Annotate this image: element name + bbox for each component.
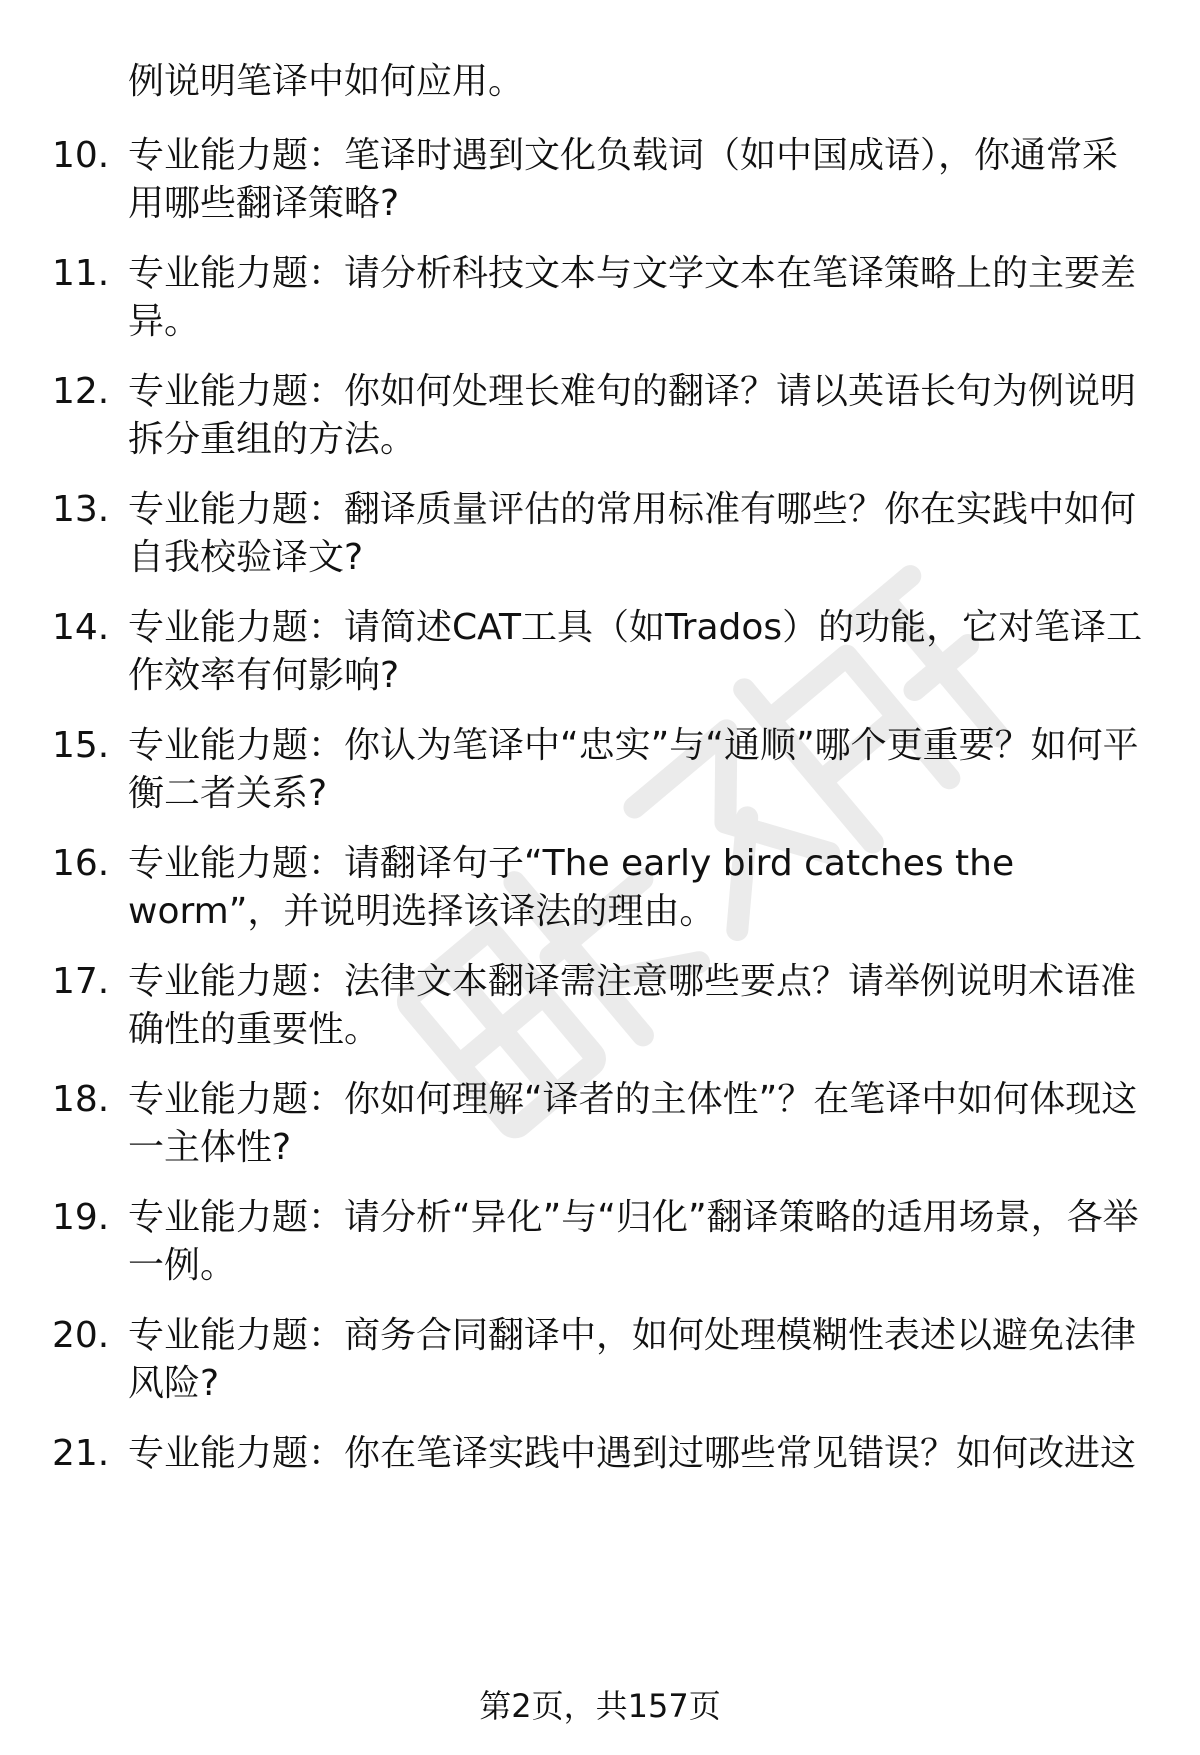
item-text: 专业能力题：请简述CAT工具（如Trados）的功能，它对笔译工作效率有何影响?	[128, 607, 1143, 696]
item-text: 专业能力题：你认为笔译中“忠实”与“通顺”哪个更重要？如何平衡二者关系?	[128, 725, 1139, 814]
page-number-footer: 第2页，共157页	[479, 1687, 721, 1725]
item-number: 19.	[52, 1197, 110, 1238]
item-number: 20.	[52, 1315, 110, 1356]
item-number: 13.	[52, 489, 110, 530]
item-text: 专业能力题：请分析科技文本与文学文本在笔译策略上的主要差异。	[128, 253, 1137, 342]
item-number: 11.	[52, 253, 110, 294]
item-number: 12.	[52, 371, 110, 412]
item-text: 专业能力题：请分析“异化”与“归化”翻译策略的适用场景，各举一例。	[128, 1197, 1139, 1286]
item-text: 专业能力题：你在笔译实践中遇到过哪些常见错误？如何改进这	[128, 1433, 1137, 1474]
item-text: 专业能力题：你如何理解“译者的主体性”？在笔译中如何体现这一主体性?	[128, 1079, 1138, 1168]
item-text: 专业能力题：笔译时遇到文化负载词（如中国成语），你通常采用哪些翻译策略?	[128, 135, 1119, 224]
item-text: 专业能力题：翻译质量评估的常用标准有哪些？你在实践中如何自我校验译文?	[128, 489, 1137, 578]
item-text: 专业能力题：法律文本翻译需注意哪些要点？请举例说明术语准确性的重要性。	[128, 961, 1137, 1050]
item-number: 15.	[52, 725, 110, 766]
item-text: 专业能力题：请翻译句子“The early bird catches the worm”，并说明选择该译法的理由。	[128, 843, 1015, 932]
item-text: 专业能力题：商务合同翻译中，如何处理模糊性表述以避免法律风险?	[128, 1315, 1137, 1404]
item-number: 17.	[52, 961, 110, 1002]
continued-text: 例说明笔译中如何应用。	[128, 61, 525, 102]
item-number: 16.	[52, 843, 110, 884]
item-number: 14.	[52, 607, 110, 648]
item-text: 专业能力题：你如何处理长难句的翻译？请以英语长句为例说明拆分重组的方法。	[128, 371, 1137, 460]
item-number: 10.	[52, 135, 110, 176]
item-number: 18.	[52, 1079, 110, 1120]
item-number: 21.	[52, 1433, 110, 1474]
